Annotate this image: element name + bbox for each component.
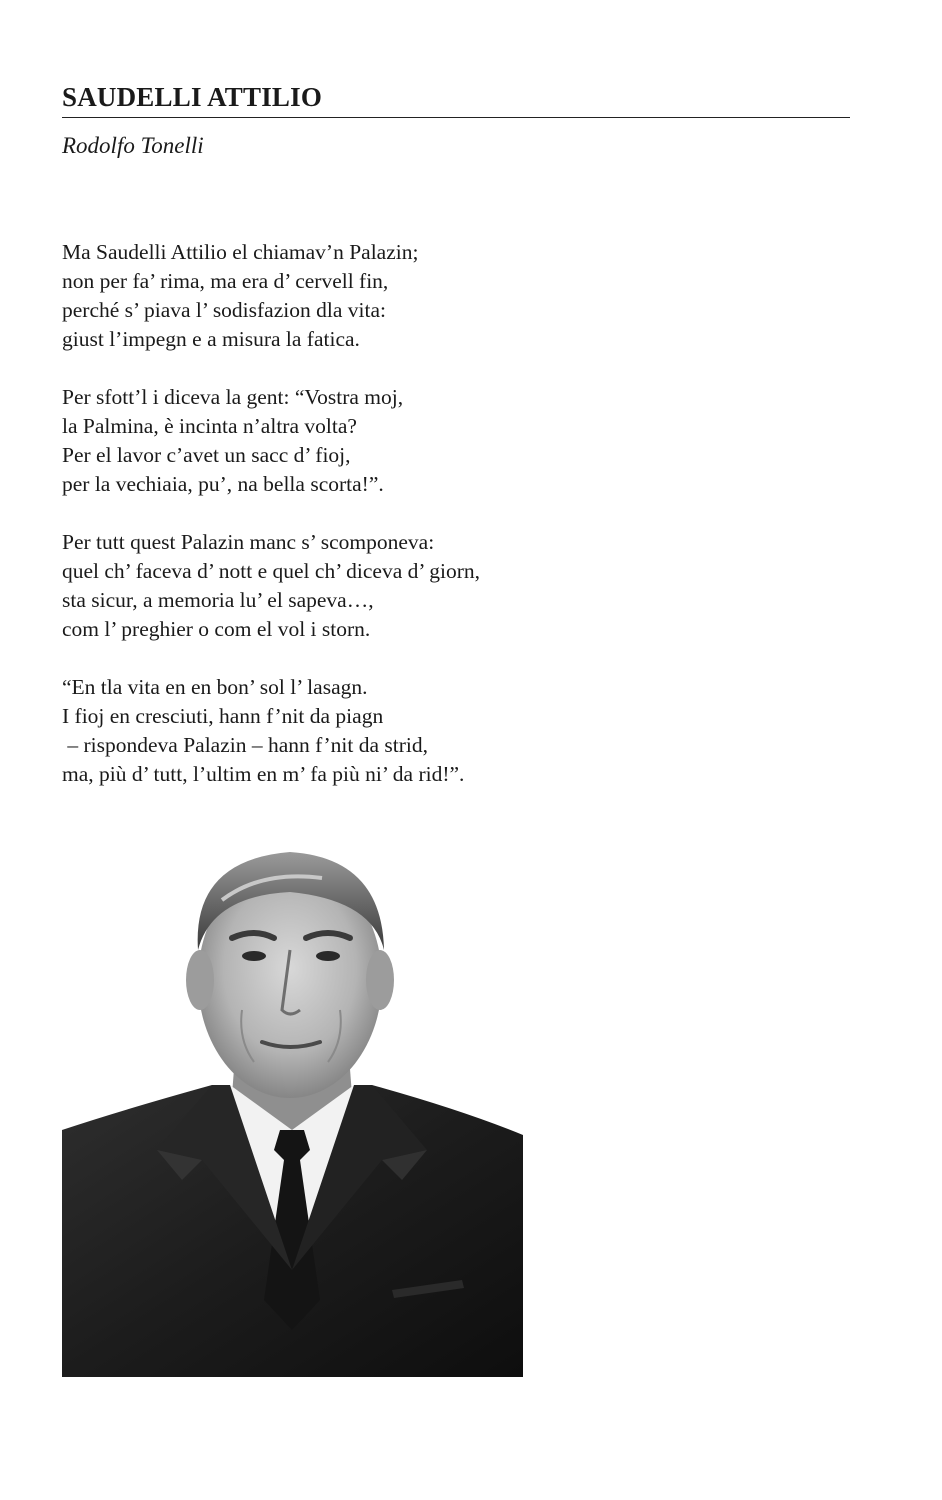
poem-line: Per el lavor c’avet un sacc d’ fioj, [62,443,351,467]
poem-line: non per fa’ rima, ma era d’ cervell fin, [62,269,389,293]
page-title: SAUDELLI ATTILIO [62,82,323,112]
poem-line: sta sicur, a memoria lu’ el sapeva…, [62,588,374,612]
stanza [62,673,480,789]
poem-line: I fioj en cresciuti, hann f’nit da piagn [62,704,384,728]
poem-line: giust l’impegn e a misura la fatica. [62,327,360,351]
stanza [62,238,480,354]
poem-line: la Palmina, è incinta n’altra volta? [62,414,357,438]
poem-line: Per sfott’l i diceva la gent: “Vostra moj, [62,385,404,409]
author-name: Rodolfo Tonelli [62,133,204,158]
poem-line: Ma Saudelli Attilio el chiamav’n Palazin; [62,240,419,264]
poem-line: quel ch’ faceva d’ nott e quel ch’ diceva d’ giorn, [62,559,481,583]
title-divider [62,117,850,118]
stanza [62,528,480,644]
poem-line: Per tutt quest Palazin manc s’ scomponeva: [62,530,435,554]
portrait-photo [62,830,523,1377]
poem [62,238,480,818]
poem-line: – rispondeva Palazin – hann f’nit da strid, [62,733,429,757]
poem-line: perché s’ piava l’ sodisfazion dla vita: [62,298,386,322]
poem-line: per la vechiaia, pu’, na bella scorta!”. [62,472,384,496]
stanza [62,383,480,499]
poem-line: “En tla vita en en bon’ sol l’ lasagn. [62,675,368,699]
poem-line: com l’ preghier o com el vol i storn. [62,617,371,641]
poem-line: ma, più d’ tutt, l’ultim en m’ fa più ni’ da rid!”. [62,762,465,786]
